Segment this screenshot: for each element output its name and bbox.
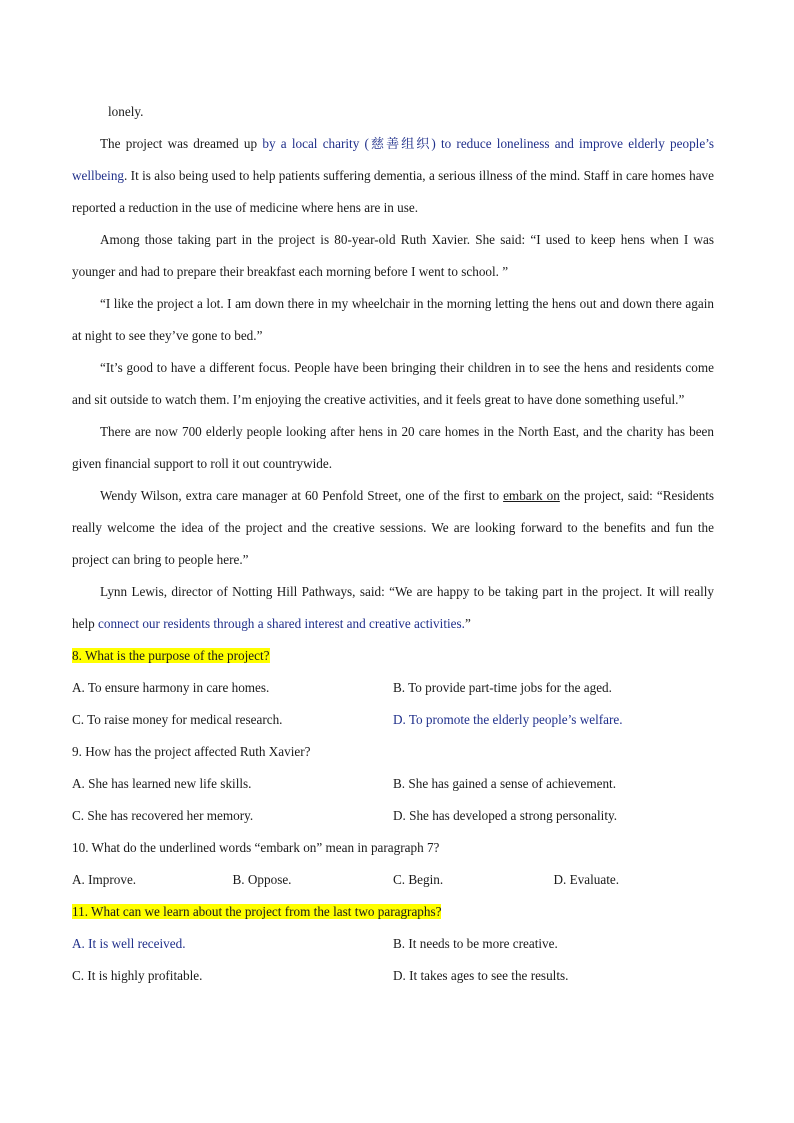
passage-text: The project was dreamed up	[100, 136, 258, 151]
question-9	[72, 736, 714, 768]
passage-text: Wendy Wilson, extra care manager at 60 Penfold Street, one of the first to	[100, 488, 504, 503]
paragraph-6	[72, 480, 714, 576]
document-page	[72, 96, 714, 992]
paragraph-3: “I like the project a lot. I am down there in my wheelchair in the morning letting the hens out and down there again at night to see they’ve gone to bed.”	[72, 296, 714, 343]
underlined-phrase: embark on	[503, 488, 560, 503]
option-a[interactable]: A. It is well received.	[72, 936, 186, 951]
option-c[interactable]: C. Begin.	[393, 872, 444, 887]
option-a[interactable]: A. She has learned new life skills.	[72, 776, 252, 791]
option-c[interactable]: C. To raise money for medical research.	[72, 712, 283, 727]
option-c[interactable]: C. She has recovered her memory.	[72, 808, 254, 823]
option-d[interactable]: D. To promote the elderly people’s welfare.	[393, 712, 623, 727]
option-b[interactable]: B. To provide part-time jobs for the aged.	[393, 680, 612, 695]
option-d[interactable]: D. She has developed a strong personality.	[393, 808, 618, 823]
option-b[interactable]: B. She has gained a sense of achievement.	[393, 776, 617, 791]
passage-text-marked: connect our residents through a shared interest and creative activities.	[98, 616, 465, 631]
option-a[interactable]: A. Improve.	[72, 872, 137, 887]
option-d[interactable]: D. It takes ages to see the results.	[393, 968, 569, 983]
passage-text: lonely.	[108, 104, 144, 119]
passage-text: . It is also being used to help patients suffering dementia, a serious illness of the mind. Staff in care homes have reported a reduction in the use of medicine where hens are in use.	[72, 168, 714, 215]
option-a[interactable]: A. To ensure harmony in care homes.	[72, 680, 270, 695]
paragraph-2: Among those taking part in the project is 80-year-old Ruth Xavier. She said: “I used to keep hens when I was younger and had to prepare their breakfast each morning before I went to school. ”	[72, 232, 714, 279]
passage-text-marked: by a local charity (慈善组织) to reduce loneliness and improve elderly people’s wellbeing	[72, 136, 714, 183]
passage-text: Lynn Lewis, director of Notting Hill Pathways, said: “We are happy to be taking part in the project. It will really help	[72, 584, 714, 631]
paragraph-5: There are now 700 elderly people looking after hens in 20 care homes in the North East, and the charity has been given financial support to roll it out countrywide.	[72, 424, 714, 471]
paragraph-1	[72, 128, 714, 224]
question-stem: 11. What can we learn about the project from the last two paragraphs?	[72, 904, 442, 919]
options-row	[72, 672, 714, 704]
passage-text: ”	[464, 616, 471, 631]
options-row	[72, 800, 714, 832]
question-8	[72, 640, 714, 672]
option-b[interactable]: B. It needs to be more creative.	[393, 936, 558, 951]
paragraph-4: “It’s good to have a different focus. People have been bringing their children in to see the hens and residents come and sit outside to watch them. I’m enjoying the creative activities, and it feels great to have done something useful.”	[72, 360, 714, 407]
options-row	[72, 768, 714, 800]
options-row	[72, 864, 714, 896]
option-c[interactable]: C. It is highly profitable.	[72, 968, 203, 983]
options-row	[72, 704, 714, 736]
question-stem: 9. How has the project affected Ruth Xavier?	[72, 744, 311, 759]
paragraph-7	[72, 576, 714, 640]
options-row	[72, 960, 714, 992]
option-d[interactable]: D. Evaluate.	[553, 872, 620, 887]
passage-text: the project, said: “Residents really welcome the idea of the project and the creative sessions. We are looking forward to the benefits and fun the project can bring to people here.”	[72, 488, 714, 567]
passage-fragment	[72, 96, 714, 128]
question-10	[72, 832, 714, 864]
question-stem: 10. What do the underlined words “embark on” mean in paragraph 7?	[72, 840, 440, 855]
question-11	[72, 896, 714, 928]
question-stem: 8. What is the purpose of the project?	[72, 648, 270, 663]
options-row	[72, 928, 714, 960]
option-b[interactable]: B. Oppose.	[232, 872, 292, 887]
